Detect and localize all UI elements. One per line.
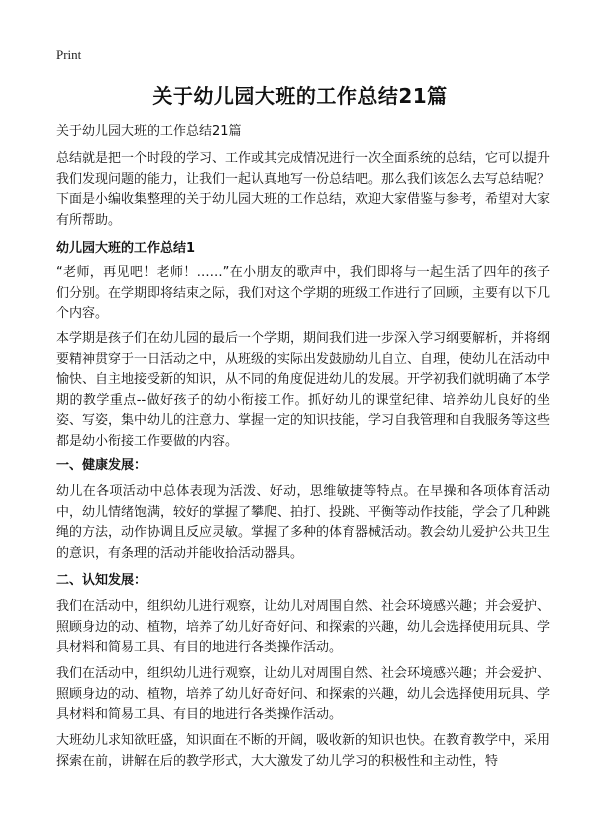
- document-subtitle: 关于幼儿园大班的工作总结21篇: [56, 124, 242, 139]
- body-paragraph-1: “老师，再见吧！老师！……”在小朋友的歌声中，我们即将与一起生活了四年的孩子们分别。在学期即将结束之际，我们对这个学期的班级工作进行了回顾，主要有以下几个内容。: [56, 265, 551, 321]
- document-title: 关于幼儿园大班的工作总结21篇: [152, 84, 448, 108]
- intro-paragraph: 总结就是把一个时段的学习、工作或其完成情况进行一次全面系统的总结，它可以提升我们发现问题的能力，让我们一起认真地写一份总结吧。那么我们该怎么去写总结呢？下面是小编收集整理的关于幼儿园大班的工作总结，欢迎大家借鉴与参考，希望对大家有所帮助。: [56, 151, 551, 228]
- body-paragraph-cognition-2: 我们在活动中，组织幼儿进行观察，让幼儿对周围自然、社会环境感兴趣；并会爱护、照顾身边的动、植物，培养了幼儿好奇好问、和探索的兴趣，幼儿会选择使用玩具、学具材料和简易工具、有目的地进行各类操作活动。: [56, 666, 551, 722]
- print-link[interactable]: Print: [56, 47, 82, 62]
- body-paragraph-2: 本学期是孩子们在幼儿园的最后一个学期，期间我们进一步深入学习纲要解析，并将纲要精神贯穿于一日活动之中，从班级的实际出发鼓励幼儿自立、自理，使幼儿在活动中愉快、自主地接受新的知识，从不同的角度促进幼儿的发展。开学初我们就明确了本学期的教学重点--做好孩子的幼小衔接工作。抓好幼儿的课堂纪律、培养幼儿良好的坐姿、写姿，集中幼儿的注意力、掌握一定的知识技能，学习自我管理和自我服务等这些都是幼小衔接工作要做的内容。: [56, 331, 551, 449]
- body-paragraph-cognition-1: 我们在活动中，组织幼儿进行观察，让幼儿对周围自然、社会环境感兴趣；并会爱护、照顾身边的动、植物，培养了幼儿好奇好问、和探索的兴趣，幼儿会选择使用玩具、学具材料和简易工具、有目的地进行各类操作活动。: [56, 599, 551, 655]
- heading-health: 一、健康发展：: [56, 458, 148, 473]
- section-heading-1: 幼儿园大班的工作总结1: [56, 241, 196, 256]
- heading-cognition: 二、认知发展：: [56, 573, 148, 588]
- body-paragraph-health: 幼儿在各项活动中总体表现为活泼、好动，思维敏捷等特点。在早操和各项体育活动中，幼儿情绪饱满，较好的掌握了攀爬、拍打、投跳、平衡等动作技能，学会了几种跳绳的方法，动作协调且反应灵敏。掌握了多种的体育器械活动。教会幼儿爱护公共卫生的意识，有条理的活动并能收拾活动器具。: [56, 484, 551, 561]
- body-paragraph-cognition-3: 大班幼儿求知欲旺盛，知识面在不断的开阔，吸收新的知识也快。在教育教学中，采用探索在前，讲解在后的教学形式，大大激发了幼儿学习的积极性和主动性，特: [56, 733, 551, 769]
